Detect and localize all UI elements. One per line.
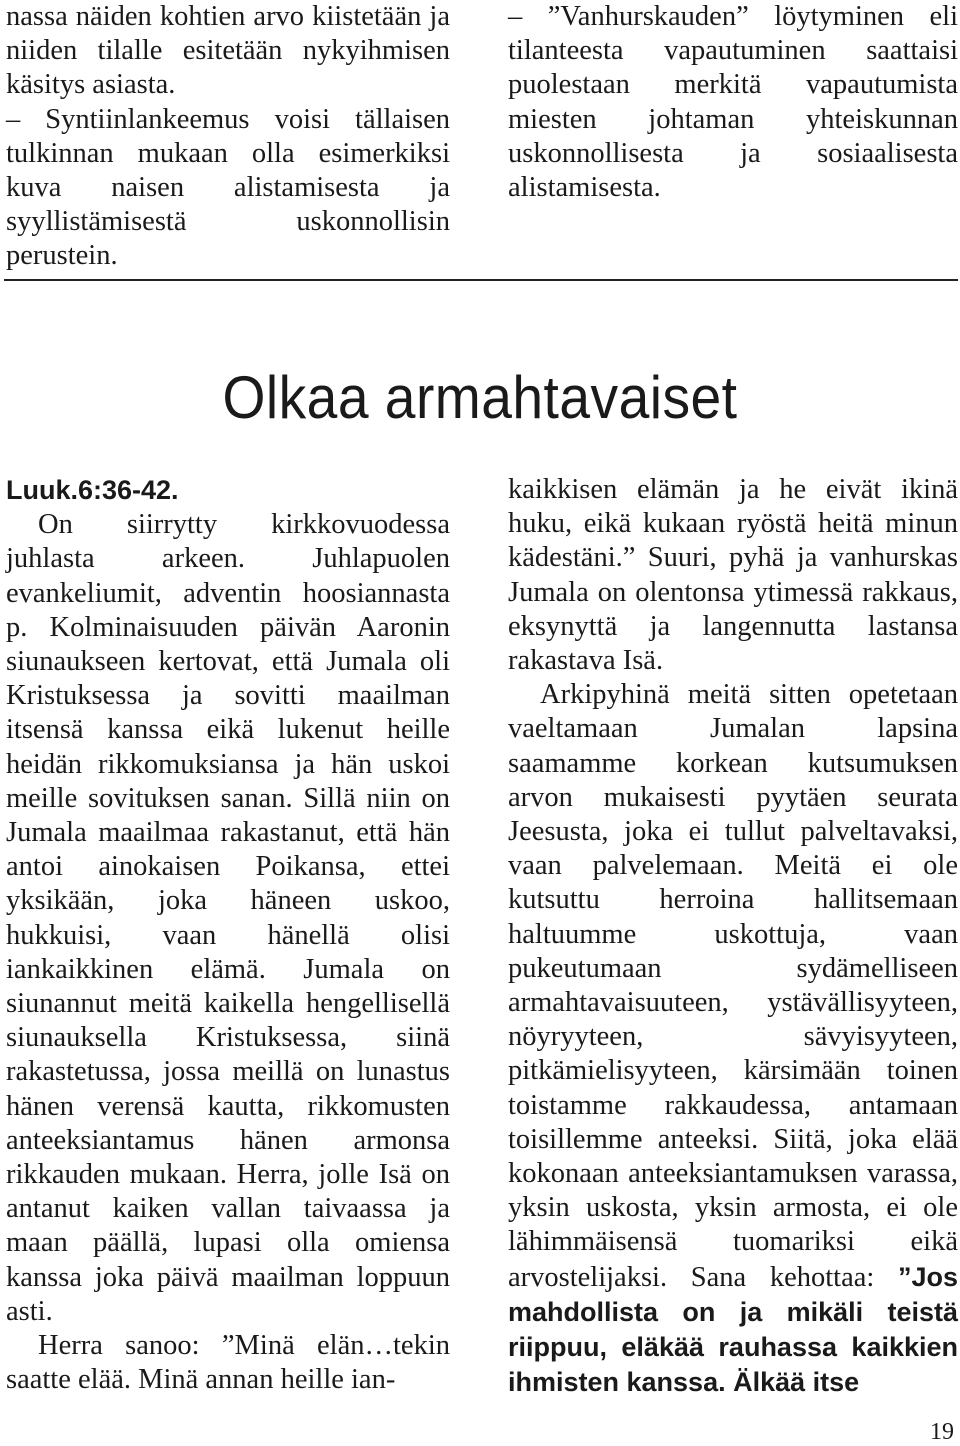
top-right-paragraph-1: – ”Vanhurskauden” löytyminen eli tilanteesta vapautuminen saattaisi puolestaan merkitä vapautumista miesten johtaman yhteiskunnan uskonnollisesta ja sosiaalisesta alistamisesta. <box>508 1 958 204</box>
article-paragraph-3: kaikkisen elämän ja he eivät ikinä huku, eikä kukaan ryöstä heitä minun kädestäni.” Suuri, pyhä ja vanhurskas Jumala on olentonsa ytimessä rakkaus, eksynyttä ja langennutta lastansa rakastava Isä. <box>508 474 958 677</box>
article-paragraph-4-text: Arkipyhinä meitä sitten opetetaan vaeltamaan Jumalan lapsina saamamme korkean kutsumuksen arvon mukaisesti pyytäen seurata Jeesusta, joka ei tullut palveltavaksi, vaan palvelemaan. Meitä ei ole kutsuttu herroina hallitsemaan haltuumme uskottuja, vaan pukeutumaan sydämelliseen armahtavaisuuteen, ystävällisyyteen, nöyryyteen, sävyisyyteen, pitkämielisyyteen, kärsimään toinen toistamme rakkaudessa, antamaan toisillemme anteeksi. Siitä, joka elää kokonaan anteeksiantamuksen varassa, yksin uskosta, yksin armosta, ei ole lähimmäisensä tuomariksi eikä arvostelijaksi. Sana kehottaa: <box>508 679 958 1293</box>
top-left-column <box>6 0 450 274</box>
bible-reference-text: Luuk.6:36-42. <box>6 475 179 505</box>
top-left-paragraph-1: nassa näiden kohtien arvo kiistetään ja niiden tilalle esitetään nykyihmisen käsitys asiasta. <box>6 1 450 101</box>
article-left-column <box>6 473 450 1397</box>
bible-reference <box>6 473 450 508</box>
article-paragraph-2: Herra sanoo: ”Minä elän…tekin saatte elää. Minä annan heille ian- <box>6 1330 450 1396</box>
article-paragraph-4 <box>508 678 958 1400</box>
section-divider <box>4 279 958 281</box>
top-right-column <box>508 0 958 205</box>
top-left-paragraph-2: – Syntiinlankeemus voisi tällaisen tulkinnan mukaan olla esimerkiksi kuva naisen alistamisesta ja syyllistämisestä uskonnollisin perustein. <box>6 103 450 272</box>
article-paragraph-4-bold-quote: ”Jos mahdollista on ja mikäli teistä riippuu, eläkää rauhassa kaikkien ihmisten kanssa. Älkää itse <box>508 1261 958 1398</box>
article-right-column <box>508 473 958 1400</box>
page-number: 19 <box>930 1419 954 1445</box>
article-title: Olkaa armahtavaiset <box>222 364 738 431</box>
article-paragraph-1: On siirrytty kirkkovuodessa juhlasta arkeen. Juhlapuolen evankeliumit, adventin hoosiannasta p. Kolminaisuuden päivän Aaronin siunaukseen kertovat, että Jumala oli Kristuksessa ja sovitti maailman itsensä kanssa eikä lukenut heille heidän rikkomuksiansa ja hän uskoi meille sovituksen sanan. Sillä niin on Jumala maailmaa rakastanut, että hän antoi ainokaisen Poikansa, ettei yksikään, joka häneen uskoo, hukkuisi, vaan hänellä olisi iankaikkinen elämä. Jumala on siunannut meitä kaikella hengellisellä siunauksella Kristuksessa, siinä rakastetussa, jossa meillä on lunastus hänen verensä kautta, rikkomusten anteeksiantamus hänen armonsa rikkauden mukaan. Herra, jolle Isä on antanut kaiken vallan taivaassa ja maan päällä, lupasi olla omiensa kanssa joka päivä maailman loppuun asti. <box>6 509 450 1327</box>
